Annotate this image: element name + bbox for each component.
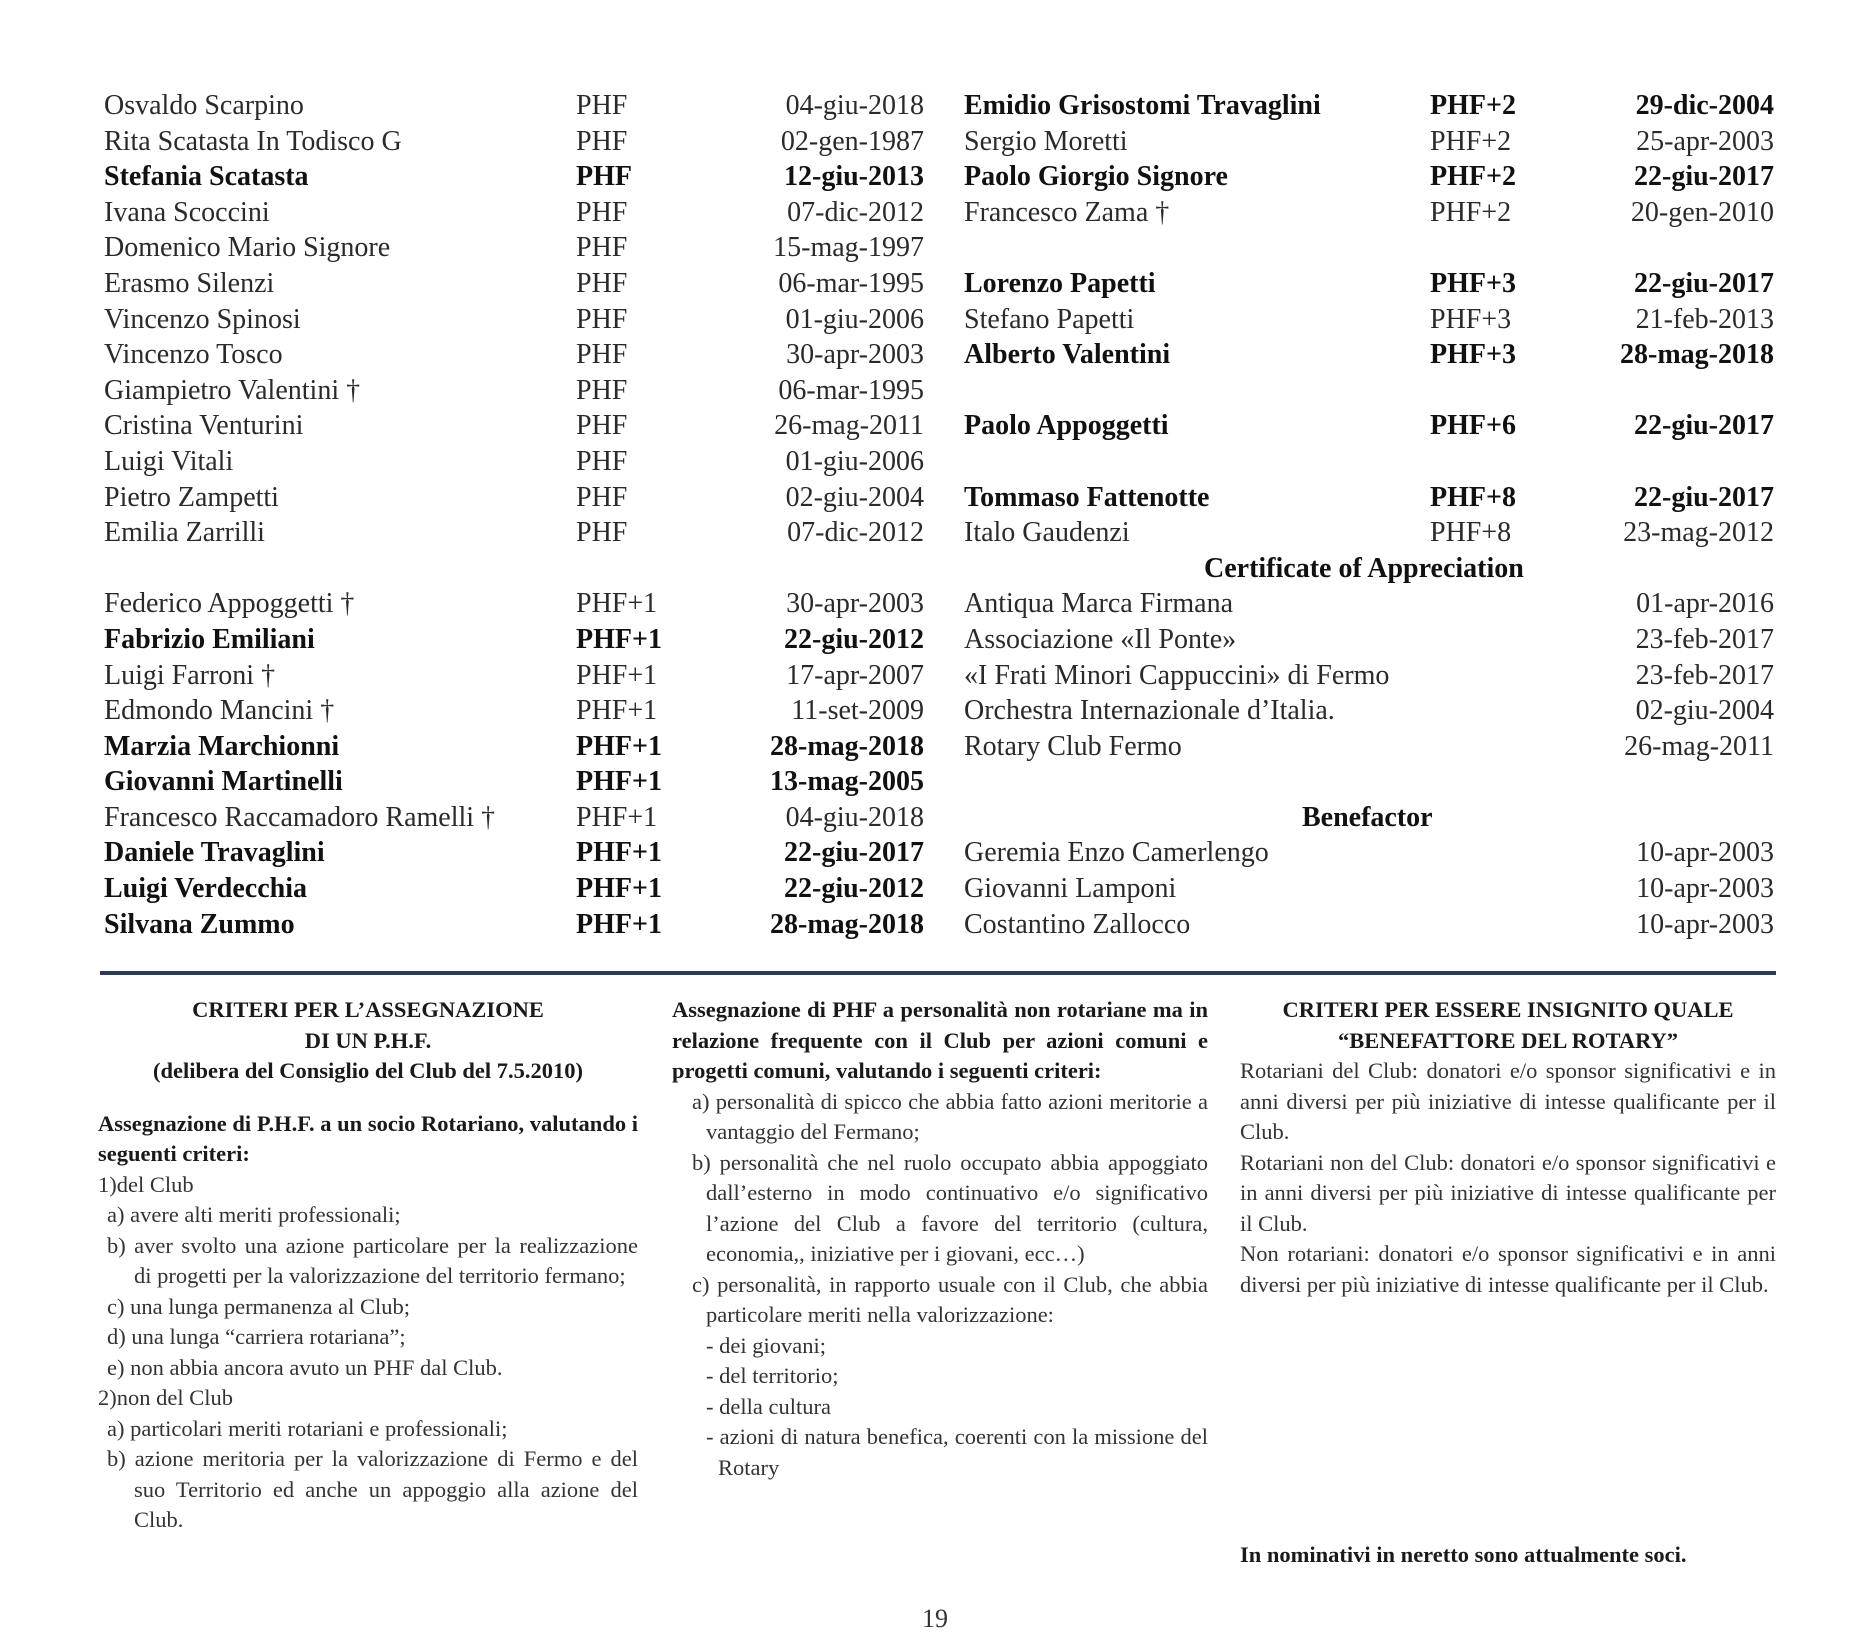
honor-row xyxy=(964,622,1774,658)
row-name: Lorenzo Papetti xyxy=(964,267,1156,299)
row-date: 04-giu-2018 xyxy=(785,801,924,833)
row-name: Italo Gaudenzi xyxy=(964,517,1130,549)
row-date: 04-giu-2018 xyxy=(785,90,924,121)
certificate-heading: Certificate of Appreciation xyxy=(1204,552,1524,584)
col1-section2-title: 2)non del Club xyxy=(98,1385,233,1410)
row-date: 01-giu-2006 xyxy=(785,445,924,477)
row-date: 17-apr-2007 xyxy=(786,659,924,691)
honor-row xyxy=(964,586,1774,622)
col1-item: e) non abbia ancora avuto un PHF dal Club. xyxy=(107,1354,503,1380)
col2-item: c) personalità, in rapporto usuale con il Club, che abbia particolare meriti nella valorizzazione: xyxy=(692,1271,1208,1327)
certificate-heading-row xyxy=(964,551,1774,587)
honor-row xyxy=(104,373,924,409)
col1-item: a) avere alti meriti professionali; xyxy=(107,1202,401,1227)
row-name: Rotary Club Fermo xyxy=(964,730,1182,762)
row-date: 10-apr-2003 xyxy=(1636,873,1774,905)
col3-paragraph: Rotariani del Club: donatori e/o sponsor significativi e in anni diversi per più iniziative di intesse qualificante per il Club. xyxy=(1240,1058,1776,1144)
row-level: PHF xyxy=(576,481,628,513)
col1-title-line1: CRITERI PER L’ASSEGNAZIONE xyxy=(192,997,544,1022)
col2-item: a) personalità di spicco che abbia fatto azioni meritorie a vantaggio del Fermano; xyxy=(692,1088,1208,1144)
row-name: Silvana Zummo xyxy=(104,908,295,940)
row-date: 02-gen-1987 xyxy=(780,125,924,157)
col2-subitem: - della cultura xyxy=(706,1393,831,1419)
row-date: 28-mag-2018 xyxy=(770,908,924,940)
honor-row xyxy=(104,515,924,551)
col2-intro: Assegnazione di PHF a personalità non rotariane ma in relazione frequente con il Club per azioni comuni e progetti comuni, valutando i seguenti criteri: xyxy=(672,997,1208,1083)
row-level: PHF xyxy=(576,339,628,371)
honor-row xyxy=(104,302,924,338)
col2-subitem: - azioni di natura benefica, coerenti con la missione del Rotary xyxy=(706,1424,1208,1480)
criteria-phf-column xyxy=(98,995,638,1536)
col1-subtitle: (delibera del Consiglio del Club del 7.5.2010) xyxy=(152,1058,584,1083)
row-name: Tommaso Fattenotte xyxy=(964,481,1210,513)
row-level: PHF xyxy=(576,90,628,121)
row-date: 22-giu-2017 xyxy=(1634,481,1774,513)
row-name: Pietro Zampetti xyxy=(104,481,279,513)
section-divider xyxy=(100,971,1776,975)
row-level: PHF xyxy=(576,232,628,264)
col1-item: b) aver svolto una azione particolare per la realizzazione di progetti per la valorizzazione del territorio fermano; xyxy=(107,1232,638,1288)
row-date: 02-giu-2004 xyxy=(1635,695,1774,727)
col1-section1-title: 1)del Club xyxy=(98,1171,194,1197)
row-name: Paolo Giorgio Signore xyxy=(964,161,1228,193)
honor-row xyxy=(964,124,1774,160)
row-name: Erasmo Silenzi xyxy=(104,267,275,299)
row-name: Cristina Venturini xyxy=(104,410,304,442)
honor-row xyxy=(964,195,1774,231)
honor-row xyxy=(964,266,1774,302)
row-name: Emidio Grisostomi Travaglini xyxy=(964,90,1321,121)
row-name: «I Frati Minori Cappuccini» di Fermo xyxy=(964,659,1390,691)
row-name: Vincenzo Tosco xyxy=(104,339,283,371)
col2-subitem: - dei giovani; xyxy=(706,1332,826,1358)
row-name: Paolo Appoggetti xyxy=(964,410,1169,442)
row-date: 02-giu-2004 xyxy=(785,481,924,513)
spacer xyxy=(964,764,1774,800)
honor-row xyxy=(104,764,924,800)
row-level: PHF xyxy=(576,196,628,228)
row-date: 22-giu-2012 xyxy=(784,623,924,655)
honor-row xyxy=(104,88,924,124)
row-name: Stefano Papetti xyxy=(964,303,1135,335)
row-level: PHF+1 xyxy=(576,873,662,905)
row-date: 26-mag-2011 xyxy=(774,410,924,442)
honor-row xyxy=(104,729,924,765)
row-level: PHF+2 xyxy=(1430,125,1512,157)
col1-title-line2: DI UN P.H.F. xyxy=(304,1027,432,1053)
col3-paragraph: Rotariani non del Club: donatori e/o sponsor significativi e in anni diversi per più iniziative di intesse qualificante per il Club. xyxy=(1240,1149,1776,1236)
row-level: PHF+2 xyxy=(1430,90,1516,121)
honor-row xyxy=(964,835,1774,871)
row-level: PHF+3 xyxy=(1430,339,1516,371)
honor-row xyxy=(104,408,924,444)
honor-row xyxy=(104,800,924,836)
row-name: Emilia Zarrilli xyxy=(104,517,265,549)
spacer xyxy=(964,230,1774,266)
row-date: 22-giu-2012 xyxy=(784,873,924,905)
row-date: 28-mag-2018 xyxy=(1620,339,1774,371)
honor-row xyxy=(964,159,1774,195)
row-name: Marzia Marchionni xyxy=(104,730,340,762)
row-date: 01-apr-2016 xyxy=(1636,588,1774,620)
honor-row xyxy=(104,480,924,516)
honor-row xyxy=(104,159,924,195)
spacer xyxy=(104,551,924,587)
row-name: Luigi Farroni † xyxy=(104,659,276,691)
row-date: 25-apr-2003 xyxy=(1636,125,1774,157)
honor-row xyxy=(104,658,924,694)
honor-row xyxy=(104,586,924,622)
benefactor-rows xyxy=(964,835,1774,942)
spacer xyxy=(964,444,1774,480)
members-note: In nominativi in neretto sono attualmente soci. xyxy=(1240,1542,1687,1567)
row-level: PHF+8 xyxy=(1430,481,1516,513)
row-level: PHF xyxy=(576,517,628,549)
col2-item: b) personalità che nel ruolo occupato abbia appoggiato dall’esterno in modo continuativo e/o significativo l’azione del Club a favore del territorio (cultura, economia,, iniziative per i giovani, ecc…) xyxy=(692,1149,1208,1266)
row-date: 30-apr-2003 xyxy=(786,588,924,620)
row-name: Geremia Enzo Camerlengo xyxy=(964,837,1269,869)
col3-title-line1: CRITERI PER ESSERE INSIGNITO QUALE xyxy=(1282,997,1734,1022)
row-name: Sergio Moretti xyxy=(964,125,1128,157)
row-level: PHF+1 xyxy=(576,695,658,727)
row-level: PHF xyxy=(576,161,632,193)
row-name: Edmondo Mancini † xyxy=(104,695,335,727)
honor-row xyxy=(964,408,1774,444)
certificate-rows xyxy=(964,586,1774,764)
row-date: 23-mag-2012 xyxy=(1623,517,1774,549)
honor-row xyxy=(104,907,924,943)
row-date: 01-giu-2006 xyxy=(785,303,924,335)
row-date: 06-mar-1995 xyxy=(778,374,924,406)
honor-row xyxy=(964,337,1774,373)
honor-row xyxy=(104,693,924,729)
row-date: 22-giu-2017 xyxy=(1634,161,1774,193)
row-name: Giovanni Martinelli xyxy=(104,766,343,798)
honor-list-left xyxy=(104,88,924,942)
honor-row xyxy=(964,302,1774,338)
row-date: 26-mag-2011 xyxy=(1624,730,1774,762)
row-date: 22-giu-2017 xyxy=(784,837,924,869)
right-member-rows xyxy=(964,88,1774,551)
row-name: Rita Scatasta In Todisco G xyxy=(104,125,402,157)
row-name: Vincenzo Spinosi xyxy=(104,303,301,335)
col1-item: a) particolari meriti rotariani e professionali; xyxy=(107,1415,508,1441)
honor-row xyxy=(104,337,924,373)
row-date: 07-dic-2012 xyxy=(787,517,924,549)
row-level: PHF+1 xyxy=(576,801,658,833)
honor-list-right xyxy=(964,88,1774,942)
honor-row xyxy=(104,230,924,266)
page-number: 19 xyxy=(922,1604,948,1633)
honor-row xyxy=(964,88,1774,124)
row-level: PHF+2 xyxy=(1430,161,1516,193)
col3-paragraph: Non rotariani: donatori e/o sponsor significativi e in anni diversi per più iniziative di intesse qualificante per il Club. xyxy=(1240,1241,1776,1297)
row-name: Domenico Mario Signore xyxy=(104,232,391,264)
row-level: PHF+1 xyxy=(576,730,662,762)
honor-row xyxy=(964,693,1774,729)
row-name: Daniele Travaglini xyxy=(104,837,325,869)
row-name: Luigi Verdecchia xyxy=(104,873,308,905)
row-level: PHF+3 xyxy=(1430,267,1516,299)
row-date: 21-feb-2013 xyxy=(1635,303,1774,335)
row-level: PHF xyxy=(576,303,628,335)
row-name: Francesco Raccamadoro Ramelli † xyxy=(104,801,496,833)
row-level: PHF+1 xyxy=(576,588,658,620)
row-level: PHF+8 xyxy=(1430,517,1512,549)
row-level: PHF xyxy=(576,267,628,299)
row-name: Costantino Zallocco xyxy=(964,908,1191,940)
row-date: 28-mag-2018 xyxy=(770,730,924,762)
col1-item: d) una lunga “carriera rotariana”; xyxy=(107,1324,406,1349)
row-level: PHF xyxy=(576,125,628,157)
col1-intro: Assegnazione di P.H.F. a un socio Rotariano, valutando i seguenti criteri: xyxy=(98,1110,638,1166)
row-date: 20-gen-2010 xyxy=(1630,196,1774,228)
row-name: Orchestra Internazionale d’Italia. xyxy=(964,695,1335,727)
row-name: Federico Appoggetti † xyxy=(104,588,355,620)
row-date: 13-mag-2005 xyxy=(770,766,924,798)
honor-row xyxy=(104,871,924,907)
row-date: 29-dic-2004 xyxy=(1635,90,1774,121)
row-level: PHF+1 xyxy=(576,623,662,655)
row-name: Fabrizio Emiliani xyxy=(104,623,315,655)
row-level: PHF xyxy=(576,410,628,442)
honor-row xyxy=(104,195,924,231)
row-name: Giampietro Valentini † xyxy=(104,374,361,406)
row-name: Antiqua Marca Firmana xyxy=(964,588,1234,620)
row-date: 06-mar-1995 xyxy=(778,267,924,299)
row-name: Ivana Scoccini xyxy=(104,196,270,228)
row-level: PHF+1 xyxy=(576,766,662,798)
row-name: Francesco Zama † xyxy=(964,196,1170,228)
honor-row xyxy=(964,480,1774,516)
col1-item: b) azione meritoria per la valorizzazione di Fermo e del suo Territorio ed anche un appoggio alla azione del Club. xyxy=(107,1446,638,1532)
spacer xyxy=(98,1087,638,1109)
row-level: PHF+1 xyxy=(576,908,662,940)
criteria-non-rotarian-column xyxy=(672,995,1208,1483)
criteria-benefactor-column xyxy=(1240,995,1776,1300)
spacer xyxy=(964,373,1774,409)
col2-subitem: - del territorio; xyxy=(706,1363,839,1388)
row-level: PHF xyxy=(576,374,628,406)
row-date: 30-apr-2003 xyxy=(786,339,924,371)
row-date: 10-apr-2003 xyxy=(1636,837,1774,869)
row-name: Giovanni Lamponi xyxy=(964,873,1177,905)
row-date: 07-dic-2012 xyxy=(787,196,924,228)
honor-row xyxy=(104,124,924,160)
benefactor-heading: Benefactor xyxy=(1302,801,1433,833)
col3-title-line2: “BENEFATTORE DEL ROTARY” xyxy=(1337,1027,1679,1053)
row-date: 23-feb-2017 xyxy=(1635,623,1774,655)
row-date: 10-apr-2003 xyxy=(1636,908,1774,940)
row-date: 22-giu-2017 xyxy=(1634,267,1774,299)
honor-row xyxy=(964,907,1774,943)
row-name: Osvaldo Scarpino xyxy=(104,90,304,121)
row-level: PHF+1 xyxy=(576,837,662,869)
row-name: Alberto Valentini xyxy=(964,339,1171,371)
honor-row xyxy=(964,729,1774,765)
row-date: 23-feb-2017 xyxy=(1635,659,1774,691)
row-name: Associazione «Il Ponte» xyxy=(964,623,1237,655)
row-date: 22-giu-2017 xyxy=(1634,410,1774,442)
row-level: PHF+6 xyxy=(1430,410,1516,442)
honor-row xyxy=(964,658,1774,694)
row-name: Stefania Scatasta xyxy=(104,161,309,193)
col1-item: c) una lunga permanenza al Club; xyxy=(107,1293,411,1319)
honor-row xyxy=(964,515,1774,551)
row-date: 12-giu-2013 xyxy=(784,161,924,193)
honor-row xyxy=(964,871,1774,907)
honor-row xyxy=(104,835,924,871)
honor-row xyxy=(104,266,924,302)
row-level: PHF+2 xyxy=(1430,196,1512,228)
honor-row xyxy=(104,444,924,480)
row-name: Luigi Vitali xyxy=(104,445,234,477)
row-level: PHF+1 xyxy=(576,659,658,691)
row-date: 11-set-2009 xyxy=(791,695,924,727)
row-level: PHF+3 xyxy=(1430,303,1512,335)
row-level: PHF xyxy=(576,445,628,477)
row-date: 15-mag-1997 xyxy=(773,232,924,264)
benefactor-heading-row xyxy=(964,800,1774,836)
honor-row xyxy=(104,622,924,658)
